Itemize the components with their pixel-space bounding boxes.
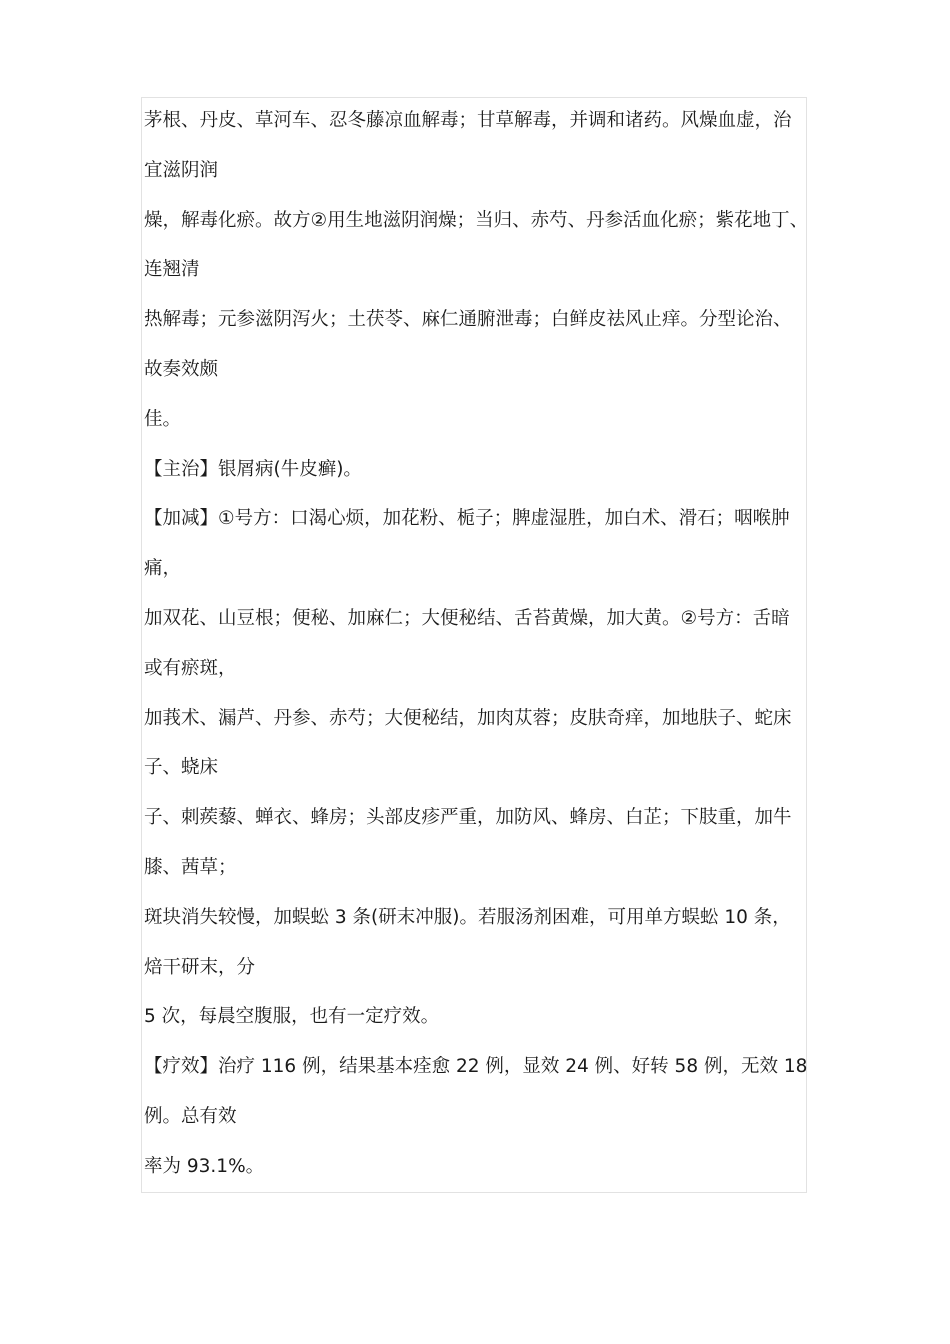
text-line: 子、蛲床 xyxy=(144,757,219,779)
text-line: 子、刺蒺藜、蝉衣、蜂房；头部皮疹严重，加防风、蜂房、白芷；下肢重，加牛 xyxy=(144,807,792,829)
text-line: 热解毒；元参滋阴泻火；土茯苓、麻仁通腑泄毒；白鲜皮祛风止痒。分型论治、 xyxy=(144,309,792,331)
text-line: 加双花、山豆根；便秘、加麻仁；大便秘结、舌苔黄燥，加大黄。②号方：舌暗 xyxy=(144,607,790,629)
section-indications: 【主治】银屑病(牛皮癣)。 xyxy=(144,458,362,480)
text-line: 故奏效颇 xyxy=(144,358,219,380)
text-line: 5 次，每晨空腹服，也有一定疗效。 xyxy=(144,1006,440,1028)
text-line: 斑块消失较慢，加蜈蚣 3 条(研末冲服)。若服汤剂困难，可用单方蜈蚣 10 条， xyxy=(144,906,791,928)
text-line: 宜滋阴润 xyxy=(144,159,219,181)
text-line: 率为 93.1%。 xyxy=(144,1155,265,1177)
text-line: 例。总有效 xyxy=(144,1105,237,1127)
section-modifications: 【加减】①号方：口渴心烦，加花粉、栀子；脾虚湿胜，加白术、滑石；咽喉肿 xyxy=(144,508,790,530)
section-efficacy: 【疗效】治疗 116 例，结果基本痊愈 22 例，显效 24 例、好转 58 例，无效 18 xyxy=(144,1056,808,1078)
text-line: 佳。 xyxy=(144,408,182,430)
text-line: 或有瘀斑， xyxy=(144,657,237,679)
text-line: 膝、茜草； xyxy=(144,856,237,878)
text-line: 焙干研末，分 xyxy=(144,956,256,978)
text-line: 茅根、丹皮、草河车、忍冬藤凉血解毒；甘草解毒，并调和诸药。风燥血虚，治 xyxy=(144,110,792,131)
text-line: 加莪术、漏芦、丹参、赤芍；大便秘结，加肉苁蓉；皮肤奇痒，加地肤子、蛇床 xyxy=(144,707,792,729)
text-line: 连翘清 xyxy=(144,259,200,281)
text-line: 痛， xyxy=(144,558,182,580)
text-line: 燥，解毒化瘀。故方②用生地滋阴润燥；当归、赤芍、丹参活血化瘀；紫花地丁、 xyxy=(144,209,809,231)
document-text xyxy=(144,96,834,1192)
